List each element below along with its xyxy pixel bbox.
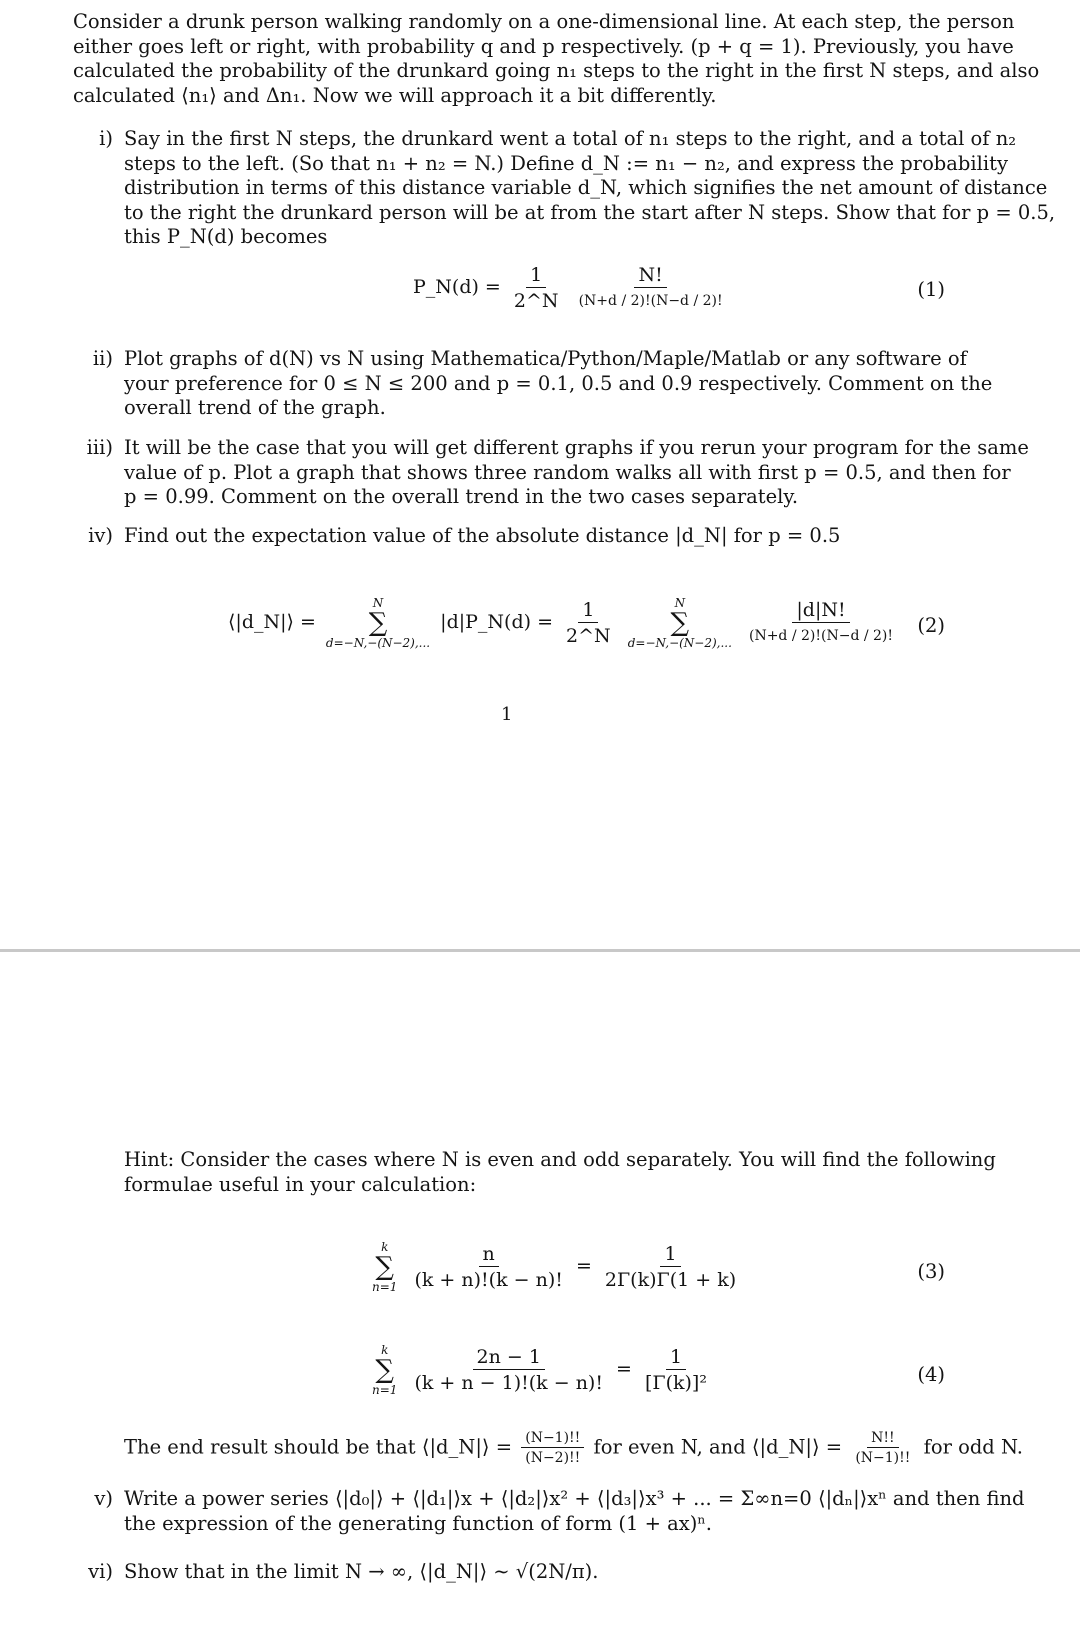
item-vi-label: vi)	[88, 1560, 113, 1583]
eq3-equals: =	[575, 1255, 598, 1277]
item-iii-line: It will be the case that you will get different graphs if you rerun your program for the same	[124, 436, 1029, 459]
item-i-line: distribution in terms of this distance variable d_N, which signifies the net amount of distance	[124, 176, 1048, 199]
eq4-sum-upper: k	[381, 1343, 389, 1357]
intro-line: calculated the probability of the drunkard going n₁ steps to the right in the first N steps, and also	[73, 59, 1040, 82]
item-ii-line: overall trend of the graph.	[124, 396, 386, 419]
eq4-rhs-den: [Γ(k)]²	[645, 1372, 707, 1394]
eq2-sum1-lower: d=−N,−(N−2),...	[325, 636, 431, 650]
eq2-frac2-den: (N+d / 2)!(N−d / 2)!	[748, 628, 894, 644]
item-v-text	[124, 1487, 1025, 1536]
eq1-lhs: P_N(d) =	[413, 276, 501, 298]
result-odd-num: N!!	[867, 1430, 899, 1448]
eq4-rhs-num: 1	[666, 1346, 686, 1370]
result-even-den: (N−2)!!	[525, 1450, 581, 1466]
equation-4-number: (4)	[917, 1363, 945, 1386]
item-vi-line: Show that in the limit N → ∞, ⟨|d_N|⟩ ∼ √(2N/π).	[124, 1560, 599, 1583]
eq2-sum2-lower: d=−N,−(N−2),...	[627, 636, 732, 650]
equation-2	[228, 596, 900, 650]
intro-line: either goes left or right, with probability q and p respectively. (p + q = 1). Previously, you have	[73, 34, 1014, 58]
equation-3-number: (3)	[917, 1260, 945, 1283]
equation-1-number: (1)	[917, 278, 945, 301]
summation-icon: ∑	[375, 1355, 394, 1385]
eq2-frac1-num: 1	[578, 599, 598, 623]
result-suffix: for odd N.	[923, 1435, 1024, 1459]
eq3-lhs-num: n	[479, 1243, 499, 1267]
hint-paragraph	[124, 1148, 996, 1197]
item-i-line: steps to the left. (So that n₁ + n₂ = N.) Define d_N := n₁ − n₂, and express the probability	[124, 151, 1008, 175]
item-v-label: v)	[94, 1487, 113, 1510]
summation-icon: ∑	[670, 608, 690, 638]
eq3-sum	[372, 1240, 397, 1294]
eq3-sum-lower: n=1	[372, 1280, 398, 1294]
eq4-sum-lower: n=1	[372, 1383, 398, 1397]
result-odd-den: (N−1)!!	[855, 1450, 911, 1466]
item-i-text	[124, 127, 1056, 250]
intro-line: Consider a drunk person walking randomly on a one-dimensional line. At each step, the person	[73, 10, 1015, 33]
eq3-lhs-den: (k + n)!(k − n)!	[414, 1269, 563, 1291]
eq3-lhs-fraction	[410, 1243, 566, 1291]
item-v-line: the expression of the generating function of form (1 + ax)ⁿ.	[124, 1511, 712, 1535]
hint-line: Hint: Consider the cases where N is even and odd separately. You will find the following	[124, 1148, 996, 1171]
item-i-line: to the right the drunkard person will be at from the start after N steps. Show that for p = 0.5,	[124, 200, 1056, 224]
eq3-sum-upper: k	[381, 1240, 389, 1254]
item-iii-label: iii)	[86, 436, 113, 459]
eq4-lhs-den: (k + n − 1)!(k − n)!	[414, 1372, 603, 1394]
summation-icon: ∑	[375, 1252, 394, 1282]
eq3-rhs-num: 1	[660, 1243, 680, 1267]
item-vi-text	[124, 1560, 944, 1585]
eq1-fraction-2	[575, 264, 727, 312]
eq1-frac2-num: N!	[634, 264, 666, 288]
eq1-frac1-num: 1	[526, 264, 546, 288]
page-divider	[0, 949, 1080, 952]
eq2-fraction-2	[745, 599, 897, 647]
result-mid: for even N, and ⟨|d_N|⟩ =	[593, 1435, 843, 1459]
eq4-equals: =	[616, 1358, 638, 1380]
eq4-lhs-num: 2n − 1	[473, 1346, 545, 1370]
equation-3	[368, 1240, 743, 1294]
eq3-rhs-fraction	[601, 1243, 740, 1291]
item-iv-text	[124, 524, 944, 549]
eq2-fraction-1	[562, 599, 615, 647]
eq2-lhs: ⟨|d_N|⟩ =	[228, 611, 316, 633]
eq2-mid: |d|P_N(d) =	[440, 611, 553, 633]
eq4-rhs-fraction	[641, 1346, 711, 1394]
intro-line: calculated ⟨n₁⟩ and Δn₁. Now we will approach it a bit differently.	[73, 83, 717, 107]
equation-2-number: (2)	[917, 614, 945, 637]
eq4-sum	[372, 1343, 397, 1397]
item-iii-line: value of p. Plot a graph that shows three random walks all with first p = 0.5, and then for	[124, 460, 1011, 484]
item-iv-label: iv)	[88, 524, 113, 547]
item-ii-line: Plot graphs of d(N) vs N using Mathematica/Python/Maple/Matlab or any software of	[124, 347, 967, 370]
eq1-frac1-den: 2^N	[513, 290, 559, 312]
eq3-rhs-den: 2Γ(k)Γ(1 + k)	[604, 1269, 737, 1291]
equation-1	[413, 264, 730, 312]
item-iii-text	[124, 436, 1029, 510]
eq2-sum-1	[326, 596, 430, 650]
item-ii-line: your preference for 0 ≤ N ≤ 200 and p = 0.1, 0.5 and 0.9 respectively. Comment on the	[124, 371, 993, 395]
item-iv-line: Find out the expectation value of the absolute distance |d_N| for p = 0.5	[124, 524, 841, 547]
eq4-lhs-fraction	[410, 1346, 607, 1394]
item-i-label: i)	[99, 127, 113, 150]
hint-line: formulae useful in your calculation:	[124, 1172, 477, 1196]
eq2-sum1-upper: N	[372, 596, 384, 610]
eq2-frac2-num: |d|N!	[792, 599, 849, 623]
item-ii-text	[124, 347, 993, 421]
intro-paragraph	[73, 10, 1040, 108]
item-iii-line: p = 0.99. Comment on the overall trend in the two cases separately.	[124, 485, 799, 508]
page-number: 1	[501, 704, 513, 725]
result-even-fraction	[521, 1430, 584, 1466]
eq1-frac2-den: (N+d / 2)!(N−d / 2)!	[578, 293, 723, 309]
equation-4	[368, 1343, 714, 1397]
result-prefix: The end result should be that ⟨|d_N|⟩ =	[124, 1435, 513, 1459]
item-i-line: Say in the first N steps, the drunkard went a total of n₁ steps to the right, and a total of n₂	[124, 127, 1017, 150]
item-i-line: this P_N(d) becomes	[124, 225, 328, 248]
end-result	[124, 1430, 1023, 1466]
result-odd-fraction	[851, 1430, 914, 1466]
eq2-sum2-upper: N	[674, 596, 686, 610]
item-v-line: Write a power series ⟨|d₀|⟩ + ⟨|d₁|⟩x + ⟨|d₂|⟩x² + ⟨|d₃|⟩x³ + ... = Σ∞n=0 ⟨|dₙ|⟩xⁿ and then find	[124, 1487, 1025, 1510]
eq2-sum-2	[628, 596, 732, 650]
summation-icon: ∑	[368, 608, 388, 638]
eq2-frac1-den: 2^N	[566, 625, 611, 647]
result-even-num: (N−1)!!	[521, 1430, 584, 1448]
eq1-fraction-1	[510, 264, 563, 312]
item-ii-label: ii)	[92, 347, 113, 370]
